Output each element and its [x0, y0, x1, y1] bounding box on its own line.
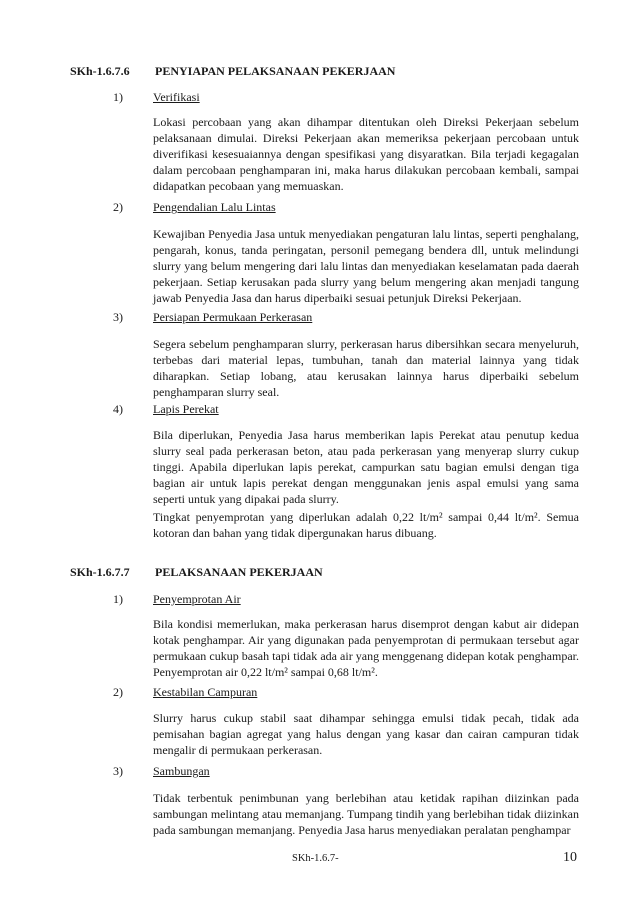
- paragraph: Bila kondisi memerlukan, maka perkerasan harus disemprot dengan kabut air didepan kotak penghampar. Air yang digunakan pada penyemprotan di permukaan tersebut agar permukaan cukup basah tapi tidak ada air yang menggenang didepan kotak penghampar. Penyemprotan air 0,22 lt/m² sampai 0,68 lt/m².: [153, 617, 579, 679]
- item-number: 1): [113, 90, 123, 104]
- item-title: Pengendalian Lalu Lintas: [153, 200, 276, 214]
- item-heading: [113, 90, 200, 104]
- item-title: Penyemprotan Air: [153, 592, 241, 606]
- item-heading: [113, 685, 257, 699]
- item-heading: [113, 592, 241, 606]
- section-title: PENYIAPAN PELAKSANAAN PEKERJAAN: [155, 64, 396, 78]
- item-heading: [113, 200, 276, 214]
- item-number: 3): [113, 764, 123, 778]
- paragraph: Slurry harus cukup stabil saat dihampar sehingga emulsi tidak pecah, tidak ada pemisahan bagian agregat yang halus dengan yang kasar dan cairan campuran tidak mengalir di permukaan perkerasan.: [153, 711, 579, 757]
- item-heading: [113, 764, 210, 778]
- section-code: SKh-1.6.7.6: [70, 64, 130, 78]
- item-title: Persiapan Permukaan Perkerasan: [153, 310, 313, 324]
- item-heading: [113, 402, 219, 416]
- section-code: SKh-1.6.7.7: [70, 565, 130, 579]
- paragraph: Lokasi percobaan yang akan dihampar ditentukan oleh Direksi Pekerjaan sebelum pelaksanaan dimulai. Direksi Pekerjaan akan memeriksa pekerjaan percobaan untuk diverifikasi kesesuaiannya dengan spesifikasi yang disyaratkan. Bila terjadi kegagalan dalam percobaan penghamparan ini, maka harus dilakukan percobaan kembali, sampai didapatkan pecobaan yang memuaskan.: [153, 115, 579, 193]
- paragraph: Kewajiban Penyedia Jasa untuk menyediakan pengaturan lalu lintas, seperti penghalang, pengarah, konus, tanda peringatan, personil pemegang bendera dll, untuk melindungi slurry yang belum mengering dari lalu lintas dan menyediakan keselamatan pada daerah pekerjaan. Setiap kerusakan pada slurry yang belum mengering akan menjadi tangung jawab Penyedia Jasa dan harus diperbaiki sesuai petunjuk Direksi Pekerjaan.: [153, 227, 579, 305]
- paragraph: Segera sebelum penghamparan slurry, perkerasan harus dibersihkan secara menyeluruh, terbebas dari material lepas, tumbuhan, tanah dan material lainnya yang tidak diharapkan. Setiap lobang, atau kerusakan lainnya harus diperbaiki sebelum penghamparan slurry seal.: [153, 337, 579, 399]
- item-number: 3): [113, 310, 123, 324]
- item-number: 1): [113, 592, 123, 606]
- footer-section-code: SKh-1.6.7-: [292, 853, 339, 864]
- item-number: 2): [113, 200, 123, 214]
- item-number: 4): [113, 402, 123, 416]
- section-title: PELAKSANAAN PEKERJAAN: [155, 565, 323, 579]
- item-heading: [113, 310, 312, 324]
- item-title: Sambungan: [153, 764, 210, 778]
- paragraph: Tingkat penyemprotan yang diperlukan adalah 0,22 lt/m² sampai 0,44 lt/m². Semua kotoran dan bahan yang tidak dipergunakan harus dibuang.: [153, 510, 579, 540]
- paragraph: Tidak terbentuk penimbunan yang berlebihan atau ketidak rapihan diizinkan pada sambungan melintang atau memanjang. Tumpang tindih yang berlebihan tidak diizinkan pada sambungan memanjang. Penyedia Jasa harus menyediakan peralatan penghampar: [153, 791, 579, 837]
- item-title: Lapis Perekat: [153, 402, 219, 416]
- page-number: 10: [563, 850, 577, 865]
- paragraph: Bila diperlukan, Penyedia Jasa harus memberikan lapis Perekat atau penutup kedua slurry seal pada perkerasan beton, atau pada perkerasan yang menyerap slurry cukup tinggi. Apabila diperlukan lapis perekat, campurkan satu bagian emulsi dengan tiga bagian air untuk lapis perekat dengan menggunakan jenis aspal emulsi yang sama seperti untuk yang dipakai pada slurry.: [153, 428, 579, 506]
- section-heading: [70, 565, 323, 579]
- item-title: Verifikasi: [153, 90, 200, 104]
- item-title: Kestabilan Campuran: [153, 685, 258, 699]
- section-heading: [70, 64, 395, 78]
- item-number: 2): [113, 685, 123, 699]
